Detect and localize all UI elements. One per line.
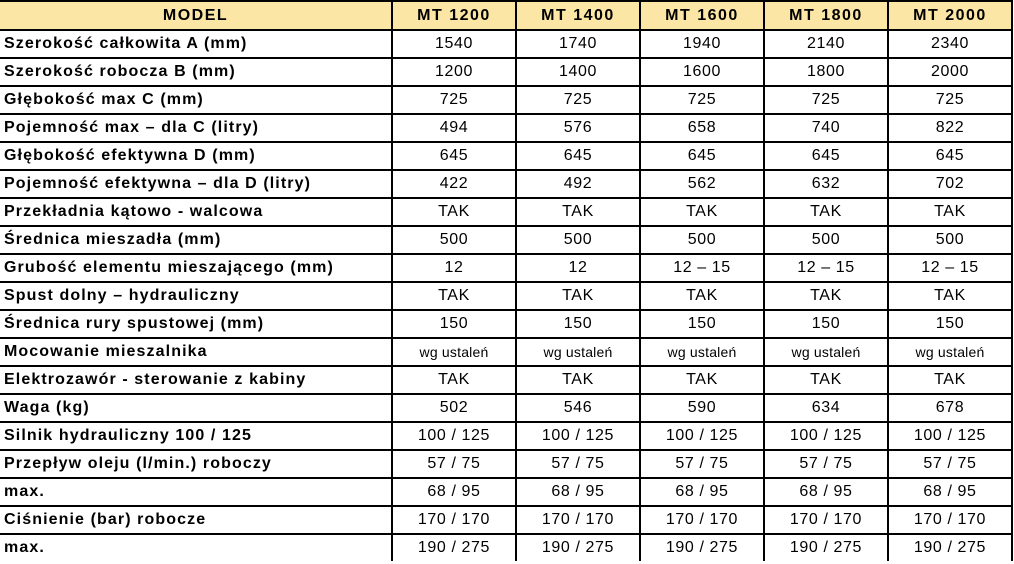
value-cell: 645	[392, 142, 516, 170]
table-row	[0, 58, 1012, 86]
value-cell: 150	[764, 310, 888, 338]
value-cell: 645	[888, 142, 1012, 170]
value-cell: 678	[888, 394, 1012, 422]
value-cell: wg ustaleń	[764, 338, 888, 366]
value-cell: 1400	[516, 58, 640, 86]
value-cell: 500	[888, 226, 1012, 254]
value-cell: 100 / 125	[392, 422, 516, 450]
value-cell: TAK	[516, 198, 640, 226]
value-cell: TAK	[516, 366, 640, 394]
value-cell: 57 / 75	[640, 450, 764, 478]
model-header-mt2000: MT 2000	[888, 1, 1012, 30]
value-cell: 57 / 75	[392, 450, 516, 478]
value-cell: 12 – 15	[764, 254, 888, 282]
value-cell: 170 / 170	[764, 506, 888, 534]
value-cell: TAK	[640, 198, 764, 226]
table-row	[0, 86, 1012, 114]
value-cell: 68 / 95	[392, 478, 516, 506]
table-row	[0, 170, 1012, 198]
row-label: Przekładnia kątowo - walcowa	[0, 198, 392, 226]
value-cell: TAK	[392, 366, 516, 394]
value-cell: TAK	[888, 366, 1012, 394]
value-cell: 725	[516, 86, 640, 114]
row-label: Mocowanie mieszalnika	[0, 338, 392, 366]
value-cell: wg ustaleń	[392, 338, 516, 366]
value-cell: 68 / 95	[516, 478, 640, 506]
row-label: Szerokość robocza B (mm)	[0, 58, 392, 86]
value-cell: 68 / 95	[640, 478, 764, 506]
value-cell: 494	[392, 114, 516, 142]
value-cell: wg ustaleń	[640, 338, 764, 366]
value-cell: TAK	[516, 282, 640, 310]
value-cell: 492	[516, 170, 640, 198]
row-label: Ciśnienie (bar) robocze	[0, 506, 392, 534]
value-cell: 100 / 125	[764, 422, 888, 450]
value-cell: 190 / 275	[640, 534, 764, 561]
row-label: Głębokość efektywna D (mm)	[0, 142, 392, 170]
table-row	[0, 394, 1012, 422]
value-cell: 12 – 15	[640, 254, 764, 282]
row-label: Pojemność efektywna – dla D (litry)	[0, 170, 392, 198]
value-cell: 170 / 170	[888, 506, 1012, 534]
table-row	[0, 366, 1012, 394]
value-cell: 1200	[392, 58, 516, 86]
row-label: Waga (kg)	[0, 394, 392, 422]
value-cell: wg ustaleń	[888, 338, 1012, 366]
table-row	[0, 310, 1012, 338]
value-cell: 190 / 275	[516, 534, 640, 561]
value-cell: 12	[516, 254, 640, 282]
value-cell: 57 / 75	[888, 450, 1012, 478]
value-cell: 645	[516, 142, 640, 170]
value-cell: 190 / 275	[888, 534, 1012, 561]
value-cell: 1740	[516, 30, 640, 58]
value-cell: 150	[640, 310, 764, 338]
table-row	[0, 114, 1012, 142]
table-row	[0, 142, 1012, 170]
value-cell: 170 / 170	[392, 506, 516, 534]
value-cell: 1800	[764, 58, 888, 86]
table-row	[0, 226, 1012, 254]
table-row	[0, 30, 1012, 58]
value-cell: TAK	[888, 282, 1012, 310]
value-cell: 57 / 75	[764, 450, 888, 478]
value-cell: 2340	[888, 30, 1012, 58]
model-header: MODEL	[0, 1, 392, 30]
row-label: Silnik hydrauliczny 100 / 125	[0, 422, 392, 450]
row-label: Średnica mieszadła (mm)	[0, 226, 392, 254]
row-label: Elektrozawór - sterowanie z kabiny	[0, 366, 392, 394]
value-cell: TAK	[764, 198, 888, 226]
value-cell: 170 / 170	[640, 506, 764, 534]
table-row	[0, 338, 1012, 366]
table-row	[0, 254, 1012, 282]
value-cell: 68 / 95	[888, 478, 1012, 506]
value-cell: 100 / 125	[640, 422, 764, 450]
table-row	[0, 422, 1012, 450]
value-cell: 12	[392, 254, 516, 282]
value-cell: 822	[888, 114, 1012, 142]
value-cell: TAK	[640, 366, 764, 394]
table-row	[0, 534, 1012, 561]
table-row	[0, 282, 1012, 310]
value-cell: 500	[640, 226, 764, 254]
table-row	[0, 506, 1012, 534]
value-cell: 190 / 275	[764, 534, 888, 561]
model-header-mt1200: MT 1200	[392, 1, 516, 30]
value-cell: 100 / 125	[888, 422, 1012, 450]
value-cell: 590	[640, 394, 764, 422]
value-cell: 190 / 275	[392, 534, 516, 561]
value-cell: 725	[640, 86, 764, 114]
row-label: Średnica rury spustowej (mm)	[0, 310, 392, 338]
value-cell: 150	[888, 310, 1012, 338]
model-header-mt1400: MT 1400	[516, 1, 640, 30]
value-cell: wg ustaleń	[516, 338, 640, 366]
row-label: Spust dolny – hydrauliczny	[0, 282, 392, 310]
value-cell: 645	[764, 142, 888, 170]
value-cell: 546	[516, 394, 640, 422]
value-cell: 12 – 15	[888, 254, 1012, 282]
value-cell: 2000	[888, 58, 1012, 86]
value-cell: TAK	[888, 198, 1012, 226]
value-cell: 150	[392, 310, 516, 338]
value-cell: 634	[764, 394, 888, 422]
value-cell: 562	[640, 170, 764, 198]
value-cell: 500	[516, 226, 640, 254]
row-label: Pojemność max – dla C (litry)	[0, 114, 392, 142]
value-cell: 1540	[392, 30, 516, 58]
value-cell: 658	[640, 114, 764, 142]
row-label: Szerokość całkowita A (mm)	[0, 30, 392, 58]
value-cell: 500	[764, 226, 888, 254]
value-cell: 502	[392, 394, 516, 422]
row-label: Głębokość max C (mm)	[0, 86, 392, 114]
value-cell: 725	[764, 86, 888, 114]
table-row	[0, 478, 1012, 506]
value-cell: TAK	[640, 282, 764, 310]
value-cell: 68 / 95	[764, 478, 888, 506]
value-cell: 422	[392, 170, 516, 198]
value-cell: 632	[764, 170, 888, 198]
table-row	[0, 198, 1012, 226]
value-cell: TAK	[764, 282, 888, 310]
header-row	[0, 1, 1012, 30]
row-label: Grubość elementu mieszającego (mm)	[0, 254, 392, 282]
row-label: max.	[0, 478, 392, 506]
value-cell: TAK	[764, 366, 888, 394]
value-cell: 170 / 170	[516, 506, 640, 534]
value-cell: TAK	[392, 282, 516, 310]
value-cell: 500	[392, 226, 516, 254]
value-cell: 100 / 125	[516, 422, 640, 450]
value-cell: 1600	[640, 58, 764, 86]
value-cell: 2140	[764, 30, 888, 58]
model-header-mt1600: MT 1600	[640, 1, 764, 30]
value-cell: 725	[392, 86, 516, 114]
value-cell: 576	[516, 114, 640, 142]
value-cell: 740	[764, 114, 888, 142]
table-row	[0, 450, 1012, 478]
value-cell: 725	[888, 86, 1012, 114]
value-cell: 150	[516, 310, 640, 338]
value-cell: 1940	[640, 30, 764, 58]
model-header-mt1800: MT 1800	[764, 1, 888, 30]
row-label: Przepływ oleju (l/min.) roboczy	[0, 450, 392, 478]
value-cell: 57 / 75	[516, 450, 640, 478]
value-cell: TAK	[392, 198, 516, 226]
value-cell: 645	[640, 142, 764, 170]
value-cell: 702	[888, 170, 1012, 198]
row-label: max.	[0, 534, 392, 561]
